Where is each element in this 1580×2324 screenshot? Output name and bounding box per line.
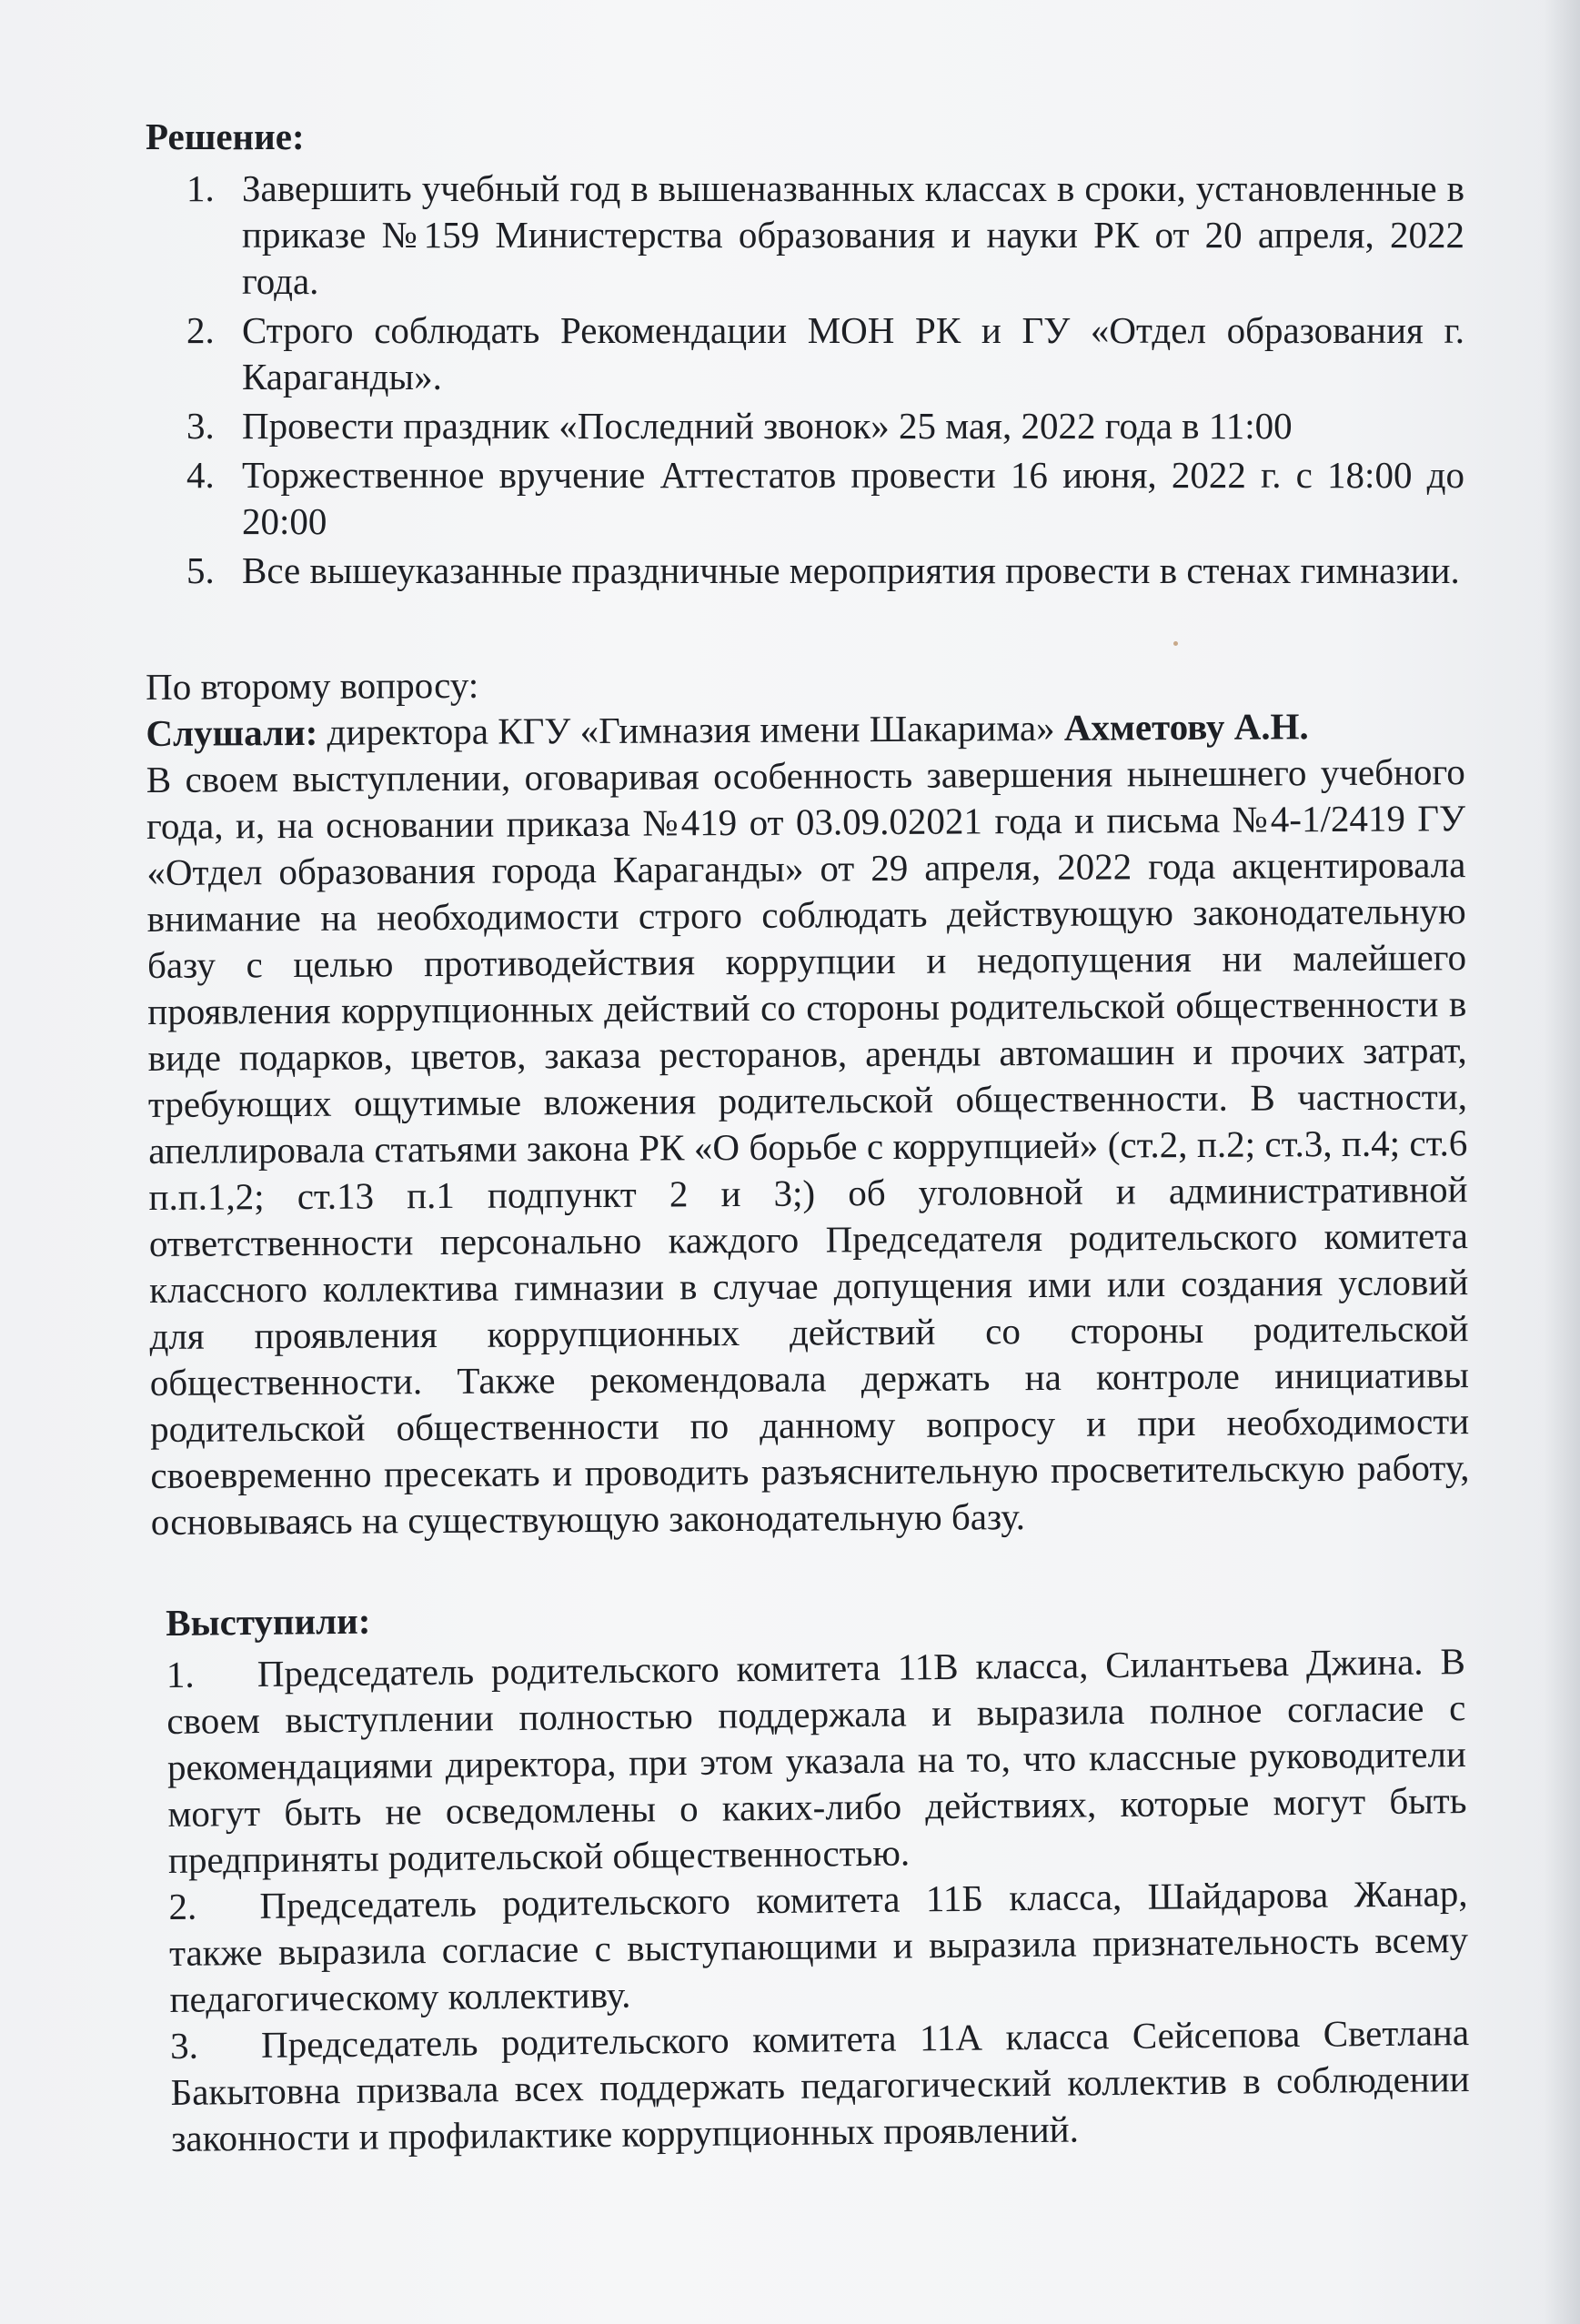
decision-item-number: 2. xyxy=(186,309,215,351)
decision-item-text: Завершить учебный год в вышеназванных классах в сроки, установленные в приказе №159 Министерства образования и науки РК от 20 апреля, 2022 года. xyxy=(242,167,1464,302)
decision-item xyxy=(146,548,1464,594)
speaker-text: Председатель родительского комитета 11В класса, Силантьева Джина. В своем выступлении полностью поддержала и выразила полное согласие с рекомендациями директора, при этом указала на то, что классные руководители могут быть не осведомлены о каких-либо действиях, которые могут быть предприняты родительской общественностью. xyxy=(166,1640,1467,1881)
decision-item xyxy=(146,307,1464,400)
heard-line xyxy=(146,702,1464,757)
decision-item xyxy=(146,403,1464,449)
decision-item-number: 5. xyxy=(186,549,215,591)
speaker-number: 3. xyxy=(169,2024,199,2067)
decision-item-number: 3. xyxy=(186,405,215,447)
decision-item-text: Торжественное вручение Аттестатов провести 16 июня, 2022 г. с 18:00 до 20:00 xyxy=(242,454,1464,542)
second-question-title: По второму вопросу: xyxy=(146,663,479,708)
speaker-item xyxy=(170,2009,1471,2162)
document-content xyxy=(146,114,1470,2162)
heard-name: Ахметову А.Н. xyxy=(1063,705,1309,749)
second-question-section xyxy=(146,656,1470,1545)
decision-section xyxy=(146,114,1464,594)
speaker-text: Председатель родительского комитета 11Б класса, Шайдарова Жанар, также выразила согласие с выступающими и выразила признательность всему педагогическому коллективу. xyxy=(168,1872,1469,2020)
spacer xyxy=(146,597,1464,664)
heard-text: директора КГУ «Гимназия имени Шакарима» xyxy=(327,706,1055,753)
speaker-item xyxy=(166,1638,1468,1884)
decision-heading: Решение: xyxy=(146,116,305,157)
speaker-text: Председатель родительского комитета 11А класса Сейсепова Светлана Бакытовна призвала всех поддержать педагогический коллектив в соблюдении законности и профилактике коррупционных проявлений. xyxy=(170,2011,1470,2159)
speaker-number: 2. xyxy=(168,1885,197,1927)
statement-body: В своем выступлении, оговаривая особенность завершения нынешнего учебного года, и, на основании приказа №419 от 03.09.02021 года и письма №4-1/2419 ГУ «Отдел образования города Караганды» от 29 апреля, 2022 года акцентировала внимание на необходимости строго соблюдать действующую законодательную базу с целью противодействия коррупции и недопущения ни малейшего проявления коррупционных действий со стороны родительской общественности в виде подарков, цветов, заказа ресторанов, аренды автомашин и прочих затрат, требующих ощутимые вложения родительской общественности. В частности, апеллировала статьями закона РК «О борьбе с коррупцией» (ст.2, п.2; ст.3, п.4; ст.6 п.п.1,2; ст.13 п.1 подпункт 2 и 3;) об уголовной и административной ответственности персонально каждого Председателя родительского комитета классного коллектива гимназии в случае допущения ими или создания условий для проявления коррупционных действий со стороны родительской общественности. Также рекомендовала держать на контроле инициативы родительской общественности по данному вопросу и при необходимости своевременно пресекать и проводить разъяснительную просветительскую работу, основываясь на существующую законодательную базу. xyxy=(146,750,1470,1543)
decision-item-text: Строго соблюдать Рекомендации МОН РК и ГУ «Отдел образования г. Караганды». xyxy=(242,309,1464,397)
decision-item-text: Провести праздник «Последний звонок» 25 мая, 2022 года в 11:00 xyxy=(242,405,1293,447)
decision-item-number: 4. xyxy=(186,454,215,496)
decision-item xyxy=(146,166,1464,305)
speaker-number: 1. xyxy=(166,1653,195,1695)
speakers-section xyxy=(166,1586,1470,2162)
speakers-heading: Выступили: xyxy=(166,1599,371,1644)
speaker-item xyxy=(168,1870,1469,2023)
decision-item xyxy=(146,452,1464,545)
decision-item-number: 1. xyxy=(186,167,215,209)
decision-list xyxy=(146,166,1464,594)
heard-label: Слушали: xyxy=(146,710,318,754)
decision-item-text: Все вышеуказанные праздничные мероприятия провести в стенах гимназии. xyxy=(242,549,1460,591)
